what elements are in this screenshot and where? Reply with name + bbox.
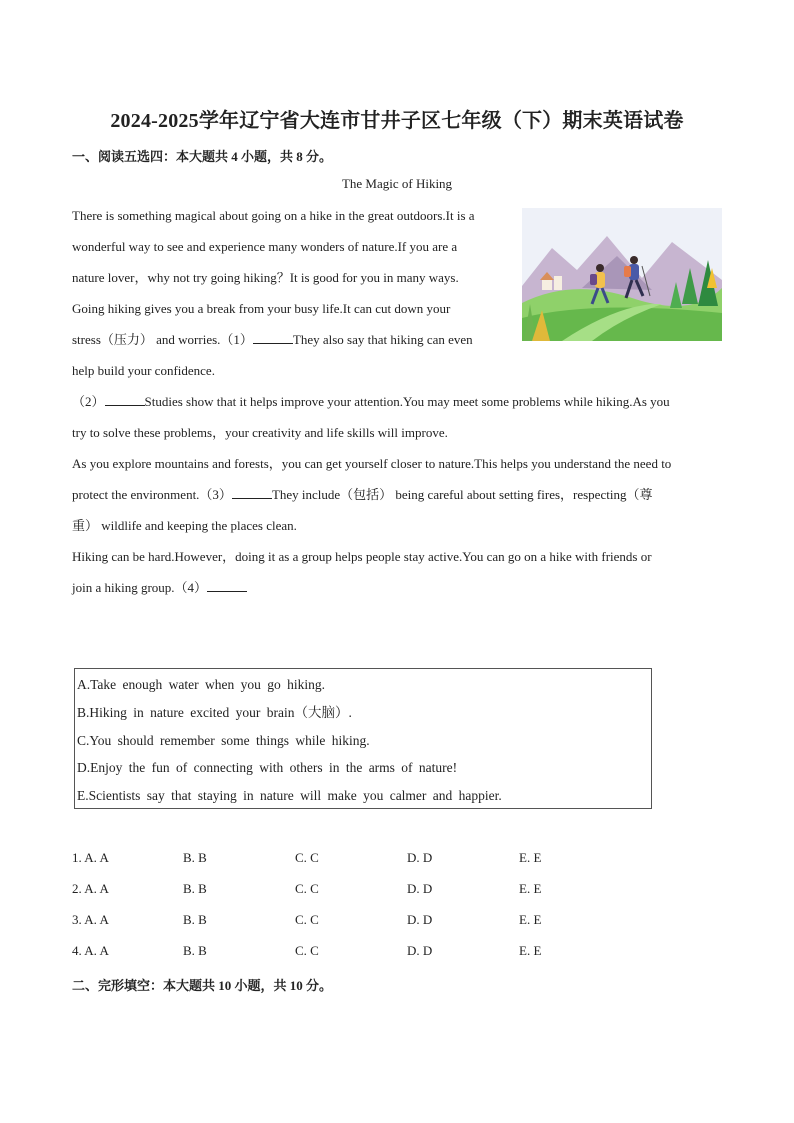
option-a: A.Take enough water when you go hiking. bbox=[77, 677, 326, 692]
passage-line: 重） wildlife and keeping the places clean. bbox=[72, 518, 297, 533]
choice-b[interactable]: B. B bbox=[183, 912, 207, 927]
passage-line: Hiking can be hard.However，doing it as a group helps people stay active.You can go on a hike with friends or bbox=[72, 549, 652, 564]
line-text: （2） bbox=[72, 394, 105, 409]
blank-1[interactable] bbox=[253, 331, 293, 344]
line-text: protect the environment.（3） bbox=[72, 487, 232, 502]
choice-c[interactable]: C. C bbox=[295, 881, 319, 896]
section-heading-1: 一、阅读五选四：本大题共 4 小题，共 8 分。 bbox=[72, 149, 333, 164]
choice-b[interactable]: B. B bbox=[183, 881, 207, 896]
option-e: E.Scientists say that staying in nature will make you calmer and happier. bbox=[77, 788, 502, 804]
section-heading-2: 二、完形填空：本大题共 10 小题，共 10 分。 bbox=[72, 978, 333, 993]
page-title: 2024-2025学年辽宁省大连市甘井子区七年级（下）期末英语试卷 bbox=[110, 110, 684, 132]
hiking-illustration bbox=[522, 208, 722, 341]
choice-d[interactable]: D. D bbox=[407, 912, 433, 927]
blank-4[interactable] bbox=[207, 579, 247, 592]
choice-a[interactable]: 1. A. A bbox=[72, 850, 109, 865]
blank-2[interactable] bbox=[105, 393, 145, 406]
passage-line bbox=[72, 386, 722, 417]
choice-b[interactable]: B. B bbox=[183, 850, 207, 865]
choice-c[interactable]: C. C bbox=[295, 943, 319, 958]
line-text: They include（包括） being careful about setting fires，respecting（尊 bbox=[271, 487, 653, 502]
option-c: C.You should remember some things while hiking. bbox=[77, 732, 370, 748]
line-text: Studies show that it helps improve your attention.You may meet some problems while hiking.As you bbox=[144, 394, 670, 409]
passage-line bbox=[72, 479, 722, 510]
choice-c[interactable]: C. C bbox=[295, 850, 319, 865]
choice-e[interactable]: E. E bbox=[519, 850, 542, 865]
passage-title: The Magic of Hiking bbox=[341, 176, 453, 191]
line-text: They also say that hiking can even bbox=[292, 332, 473, 347]
passage-line: try to solve these problems，your creativity and life skills will improve. bbox=[72, 425, 448, 440]
choice-e[interactable]: E. E bbox=[519, 912, 542, 927]
choice-a[interactable]: 3. A. A bbox=[72, 912, 109, 927]
passage-line: Going hiking gives you a break from your busy life.It can cut down your bbox=[72, 301, 451, 316]
option-d: D.Enjoy the fun of connecting with others in the arms of nature! bbox=[77, 760, 458, 776]
choice-c[interactable]: C. C bbox=[295, 912, 319, 927]
choice-b[interactable]: B. B bbox=[183, 943, 207, 958]
choice-e[interactable]: E. E bbox=[519, 943, 542, 958]
options-box bbox=[74, 668, 652, 809]
passage-line: There is something magical about going on a hike in the great outdoors.It is a bbox=[72, 208, 475, 223]
passage-line bbox=[72, 572, 722, 603]
passage-line: wonderful way to see and experience many wonders of nature.If you are a bbox=[72, 239, 458, 254]
passage-line: help build your confidence. bbox=[72, 363, 215, 378]
choice-d[interactable]: D. D bbox=[407, 850, 433, 865]
passage-line: As you explore mountains and forests，you can get yourself closer to nature.This helps you understand the need to bbox=[72, 456, 672, 471]
passage-line: nature lover，why not try going hiking？It is good for you in many ways. bbox=[72, 270, 459, 285]
choice-d[interactable]: D. D bbox=[407, 881, 433, 896]
choice-a[interactable]: 4. A. A bbox=[72, 943, 109, 958]
choice-a[interactable]: 2. A. A bbox=[72, 881, 109, 896]
blank-3[interactable] bbox=[232, 486, 272, 499]
choice-d[interactable]: D. D bbox=[407, 943, 433, 958]
line-text: join a hiking group.（4） bbox=[72, 580, 208, 595]
line-text: stress（压力） and worries.（1） bbox=[72, 332, 253, 347]
choice-e[interactable]: E. E bbox=[519, 881, 542, 896]
option-b: B.Hiking in nature excited your brain（大脑）. bbox=[77, 704, 352, 720]
